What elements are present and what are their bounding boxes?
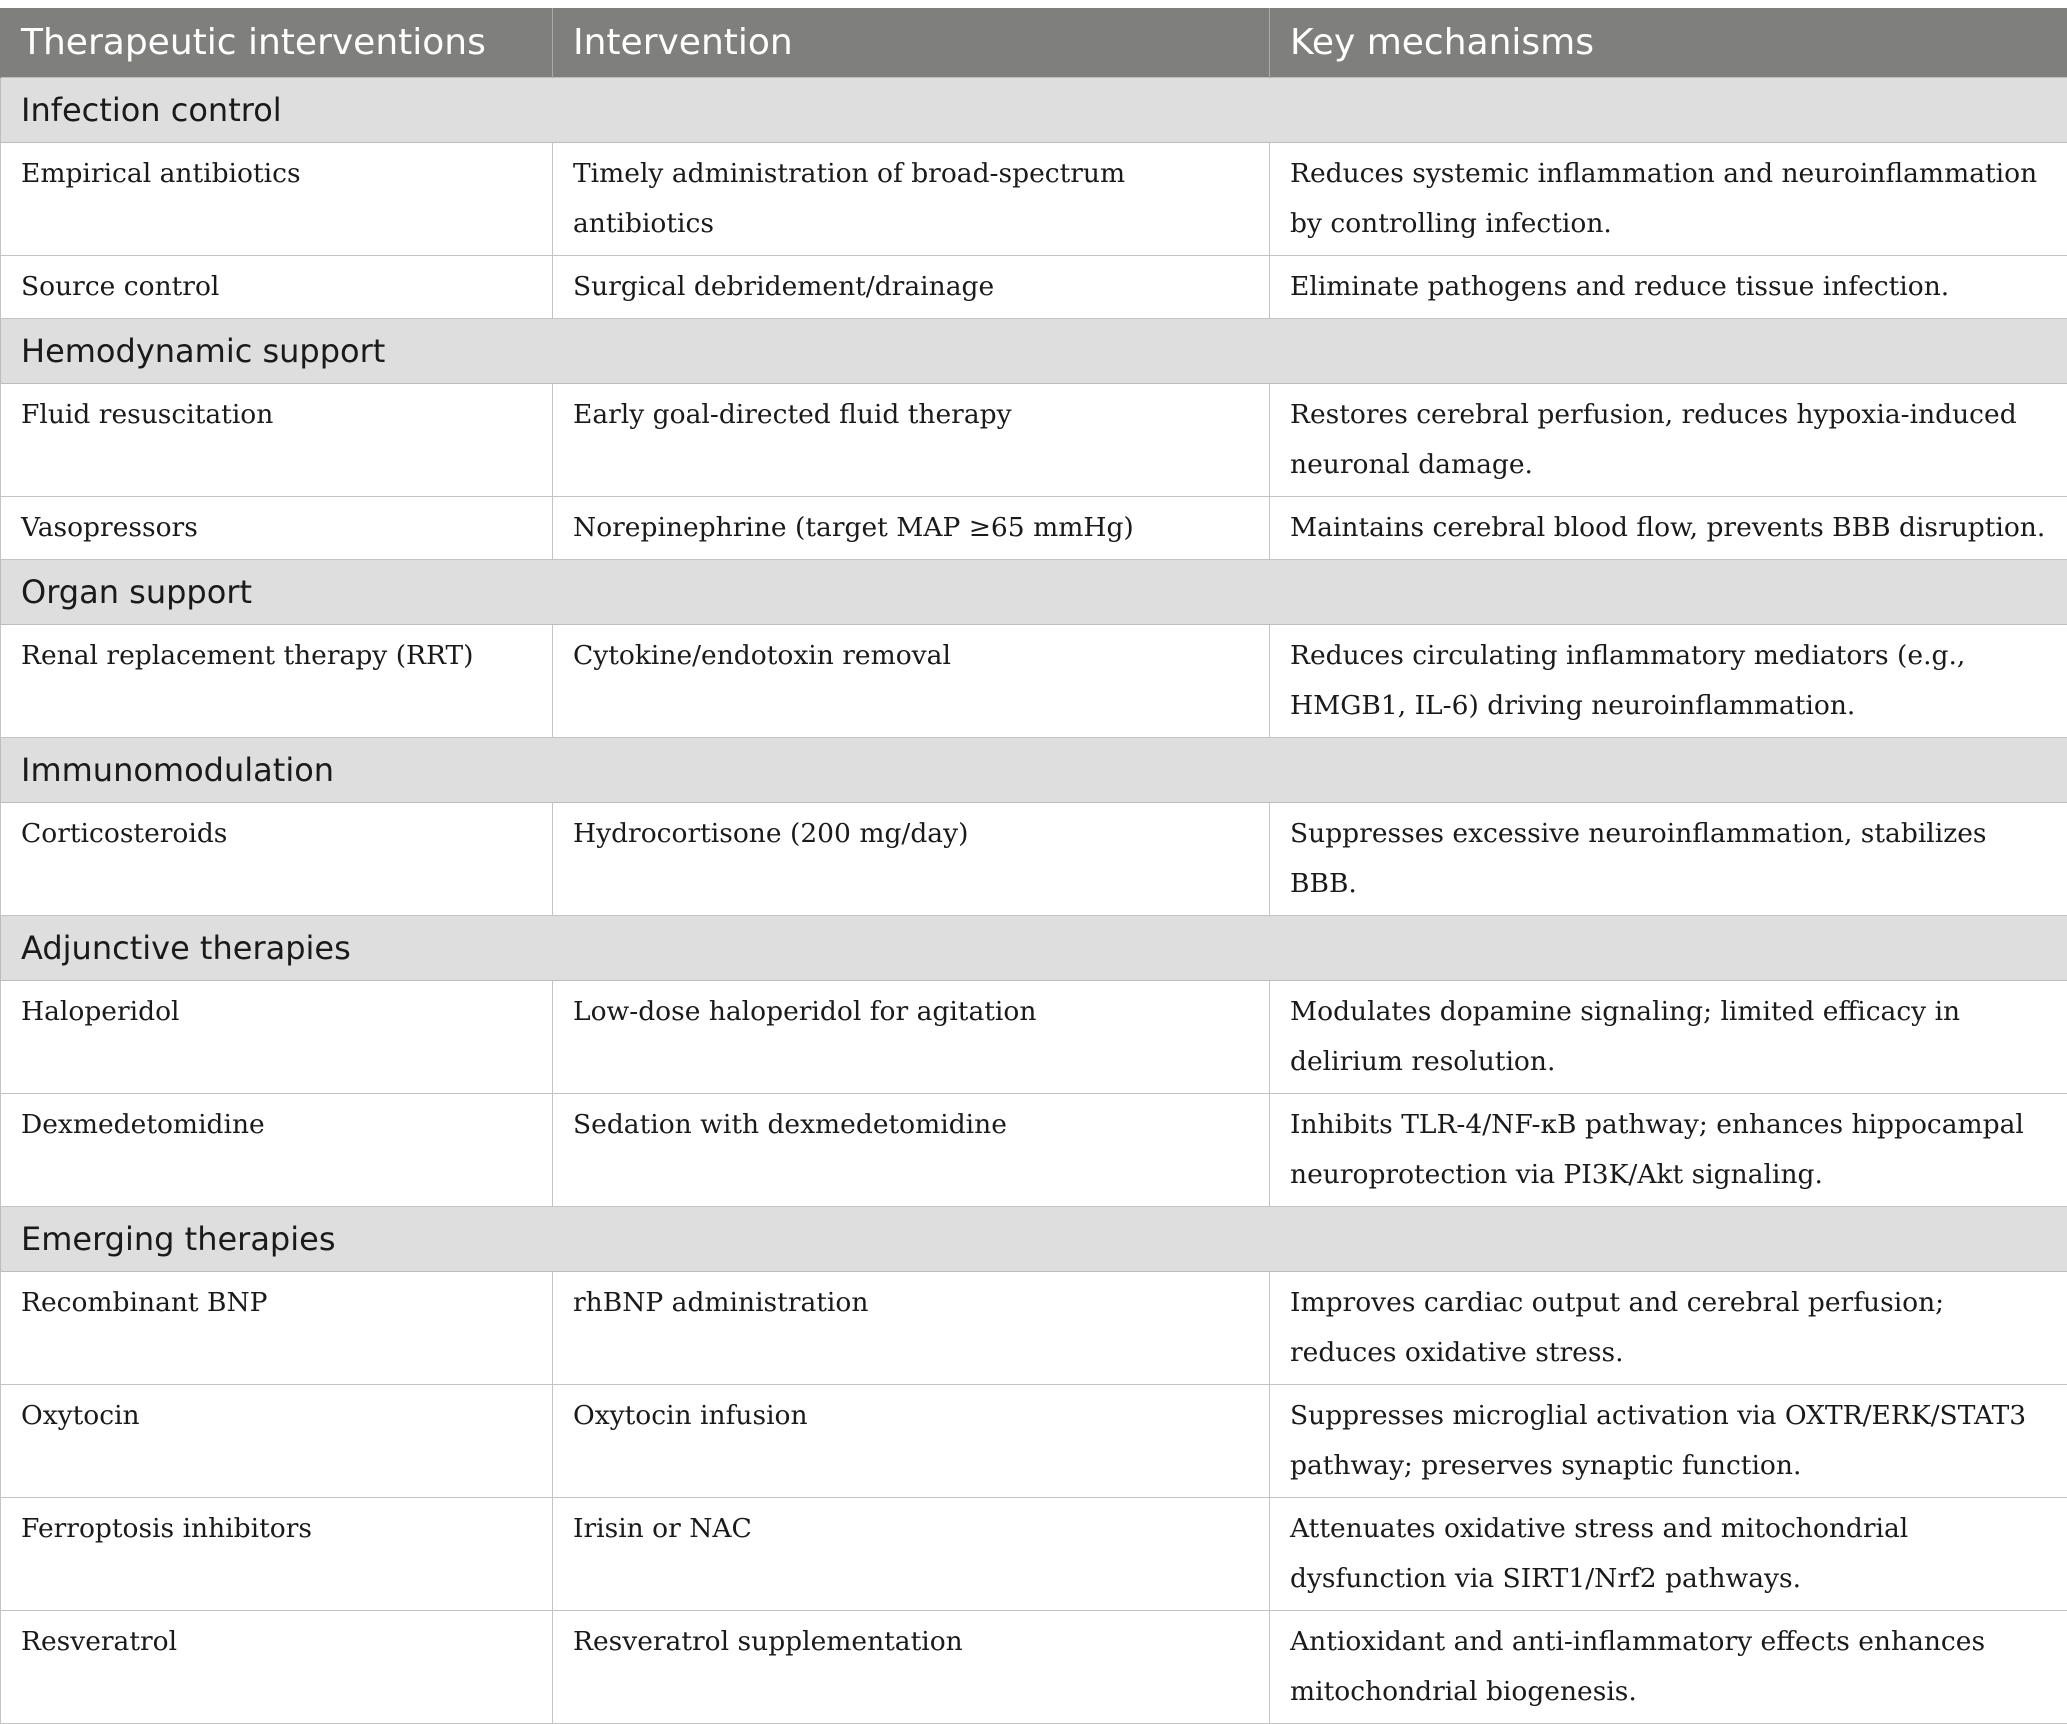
key-mechanism-cell: Inhibits TLR-4/NF-κB pathway; enhances hippocampal neuroprotection via PI3K/Akt signaling. <box>1270 1093 2067 1206</box>
therapeutic-intervention-cell: Haloperidol <box>1 980 553 1093</box>
table-row <box>1 496 2067 559</box>
key-mechanism-cell: Modulates dopamine signaling; limited efficacy in delirium resolution. <box>1270 980 2067 1093</box>
therapeutic-intervention-cell: Recombinant BNP <box>1 1271 553 1384</box>
therapeutic-interventions-table <box>0 8 2067 1724</box>
table-row <box>1 255 2067 318</box>
table-row <box>1 1384 2067 1497</box>
group-title: Organ support <box>1 559 2067 624</box>
therapeutic-intervention-cell: Empirical antibiotics <box>1 142 553 255</box>
therapeutic-intervention-cell: Dexmedetomidine <box>1 1093 553 1206</box>
intervention-cell: Irisin or NAC <box>553 1497 1270 1610</box>
table-row <box>1 802 2067 915</box>
group-title: Hemodynamic support <box>1 318 2067 383</box>
intervention-cell: rhBNP administration <box>553 1271 1270 1384</box>
key-mechanism-cell: Eliminate pathogens and reduce tissue infection. <box>1270 255 2067 318</box>
therapeutic-intervention-cell: Source control <box>1 255 553 318</box>
intervention-cell: Sedation with dexmedetomidine <box>553 1093 1270 1206</box>
key-mechanism-cell: Attenuates oxidative stress and mitochondrial dysfunction via SIRT1/Nrf2 pathways. <box>1270 1497 2067 1610</box>
key-mechanism-cell: Antioxidant and anti-inflammatory effects enhances mitochondrial biogenesis. <box>1270 1610 2067 1723</box>
header-therapeutic-interventions: Therapeutic interventions <box>1 8 553 77</box>
group-row-emerging-therapies <box>1 1206 2067 1271</box>
intervention-cell: Norepinephrine (target MAP ≥65 mmHg) <box>553 496 1270 559</box>
table-row <box>1 1610 2067 1723</box>
therapeutic-intervention-cell: Vasopressors <box>1 496 553 559</box>
intervention-cell: Early goal-directed fluid therapy <box>553 383 1270 496</box>
therapeutic-intervention-cell: Fluid resuscitation <box>1 383 553 496</box>
group-title: Immunomodulation <box>1 737 2067 802</box>
table-row <box>1 1093 2067 1206</box>
group-row-organ-support <box>1 559 2067 624</box>
therapeutic-intervention-cell: Ferroptosis inhibitors <box>1 1497 553 1610</box>
table-row <box>1 1497 2067 1610</box>
header-key-mechanisms: Key mechanisms <box>1270 8 2067 77</box>
therapeutic-interventions-table-container <box>0 8 2067 1724</box>
header-intervention: Intervention <box>553 8 1270 77</box>
key-mechanism-cell: Suppresses microglial activation via OXTR/ERK/STAT3 pathway; preserves synaptic function. <box>1270 1384 2067 1497</box>
table-row <box>1 383 2067 496</box>
group-row-adjunctive-therapies <box>1 915 2067 980</box>
group-title: Emerging therapies <box>1 1206 2067 1271</box>
table-row <box>1 980 2067 1093</box>
key-mechanism-cell: Reduces systemic inflammation and neuroinflammation by controlling infection. <box>1270 142 2067 255</box>
group-title: Infection control <box>1 77 2067 142</box>
key-mechanism-cell: Suppresses excessive neuroinflammation, stabilizes BBB. <box>1270 802 2067 915</box>
table-row <box>1 1271 2067 1384</box>
table-row <box>1 142 2067 255</box>
key-mechanism-cell: Reduces circulating inflammatory mediators (e.g., HMGB1, IL-6) driving neuroinflammation. <box>1270 624 2067 737</box>
intervention-cell: Cytokine/endotoxin removal <box>553 624 1270 737</box>
therapeutic-intervention-cell: Oxytocin <box>1 1384 553 1497</box>
table-row <box>1 624 2067 737</box>
intervention-cell: Hydrocortisone (200 mg/day) <box>553 802 1270 915</box>
key-mechanism-cell: Maintains cerebral blood flow, prevents BBB disruption. <box>1270 496 2067 559</box>
therapeutic-intervention-cell: Corticosteroids <box>1 802 553 915</box>
group-row-infection-control <box>1 77 2067 142</box>
key-mechanism-cell: Improves cardiac output and cerebral perfusion; reduces oxidative stress. <box>1270 1271 2067 1384</box>
intervention-cell: Oxytocin infusion <box>553 1384 1270 1497</box>
group-title: Adjunctive therapies <box>1 915 2067 980</box>
intervention-cell: Timely administration of broad-spectrum antibiotics <box>553 142 1270 255</box>
intervention-cell: Resveratrol supplementation <box>553 1610 1270 1723</box>
intervention-cell: Surgical debridement/drainage <box>553 255 1270 318</box>
therapeutic-intervention-cell: Renal replacement therapy (RRT) <box>1 624 553 737</box>
intervention-cell: Low-dose haloperidol for agitation <box>553 980 1270 1093</box>
group-row-immunomodulation <box>1 737 2067 802</box>
group-row-hemodynamic-support <box>1 318 2067 383</box>
key-mechanism-cell: Restores cerebral perfusion, reduces hypoxia-induced neuronal damage. <box>1270 383 2067 496</box>
table-header-row <box>1 8 2067 77</box>
therapeutic-intervention-cell: Resveratrol <box>1 1610 553 1723</box>
